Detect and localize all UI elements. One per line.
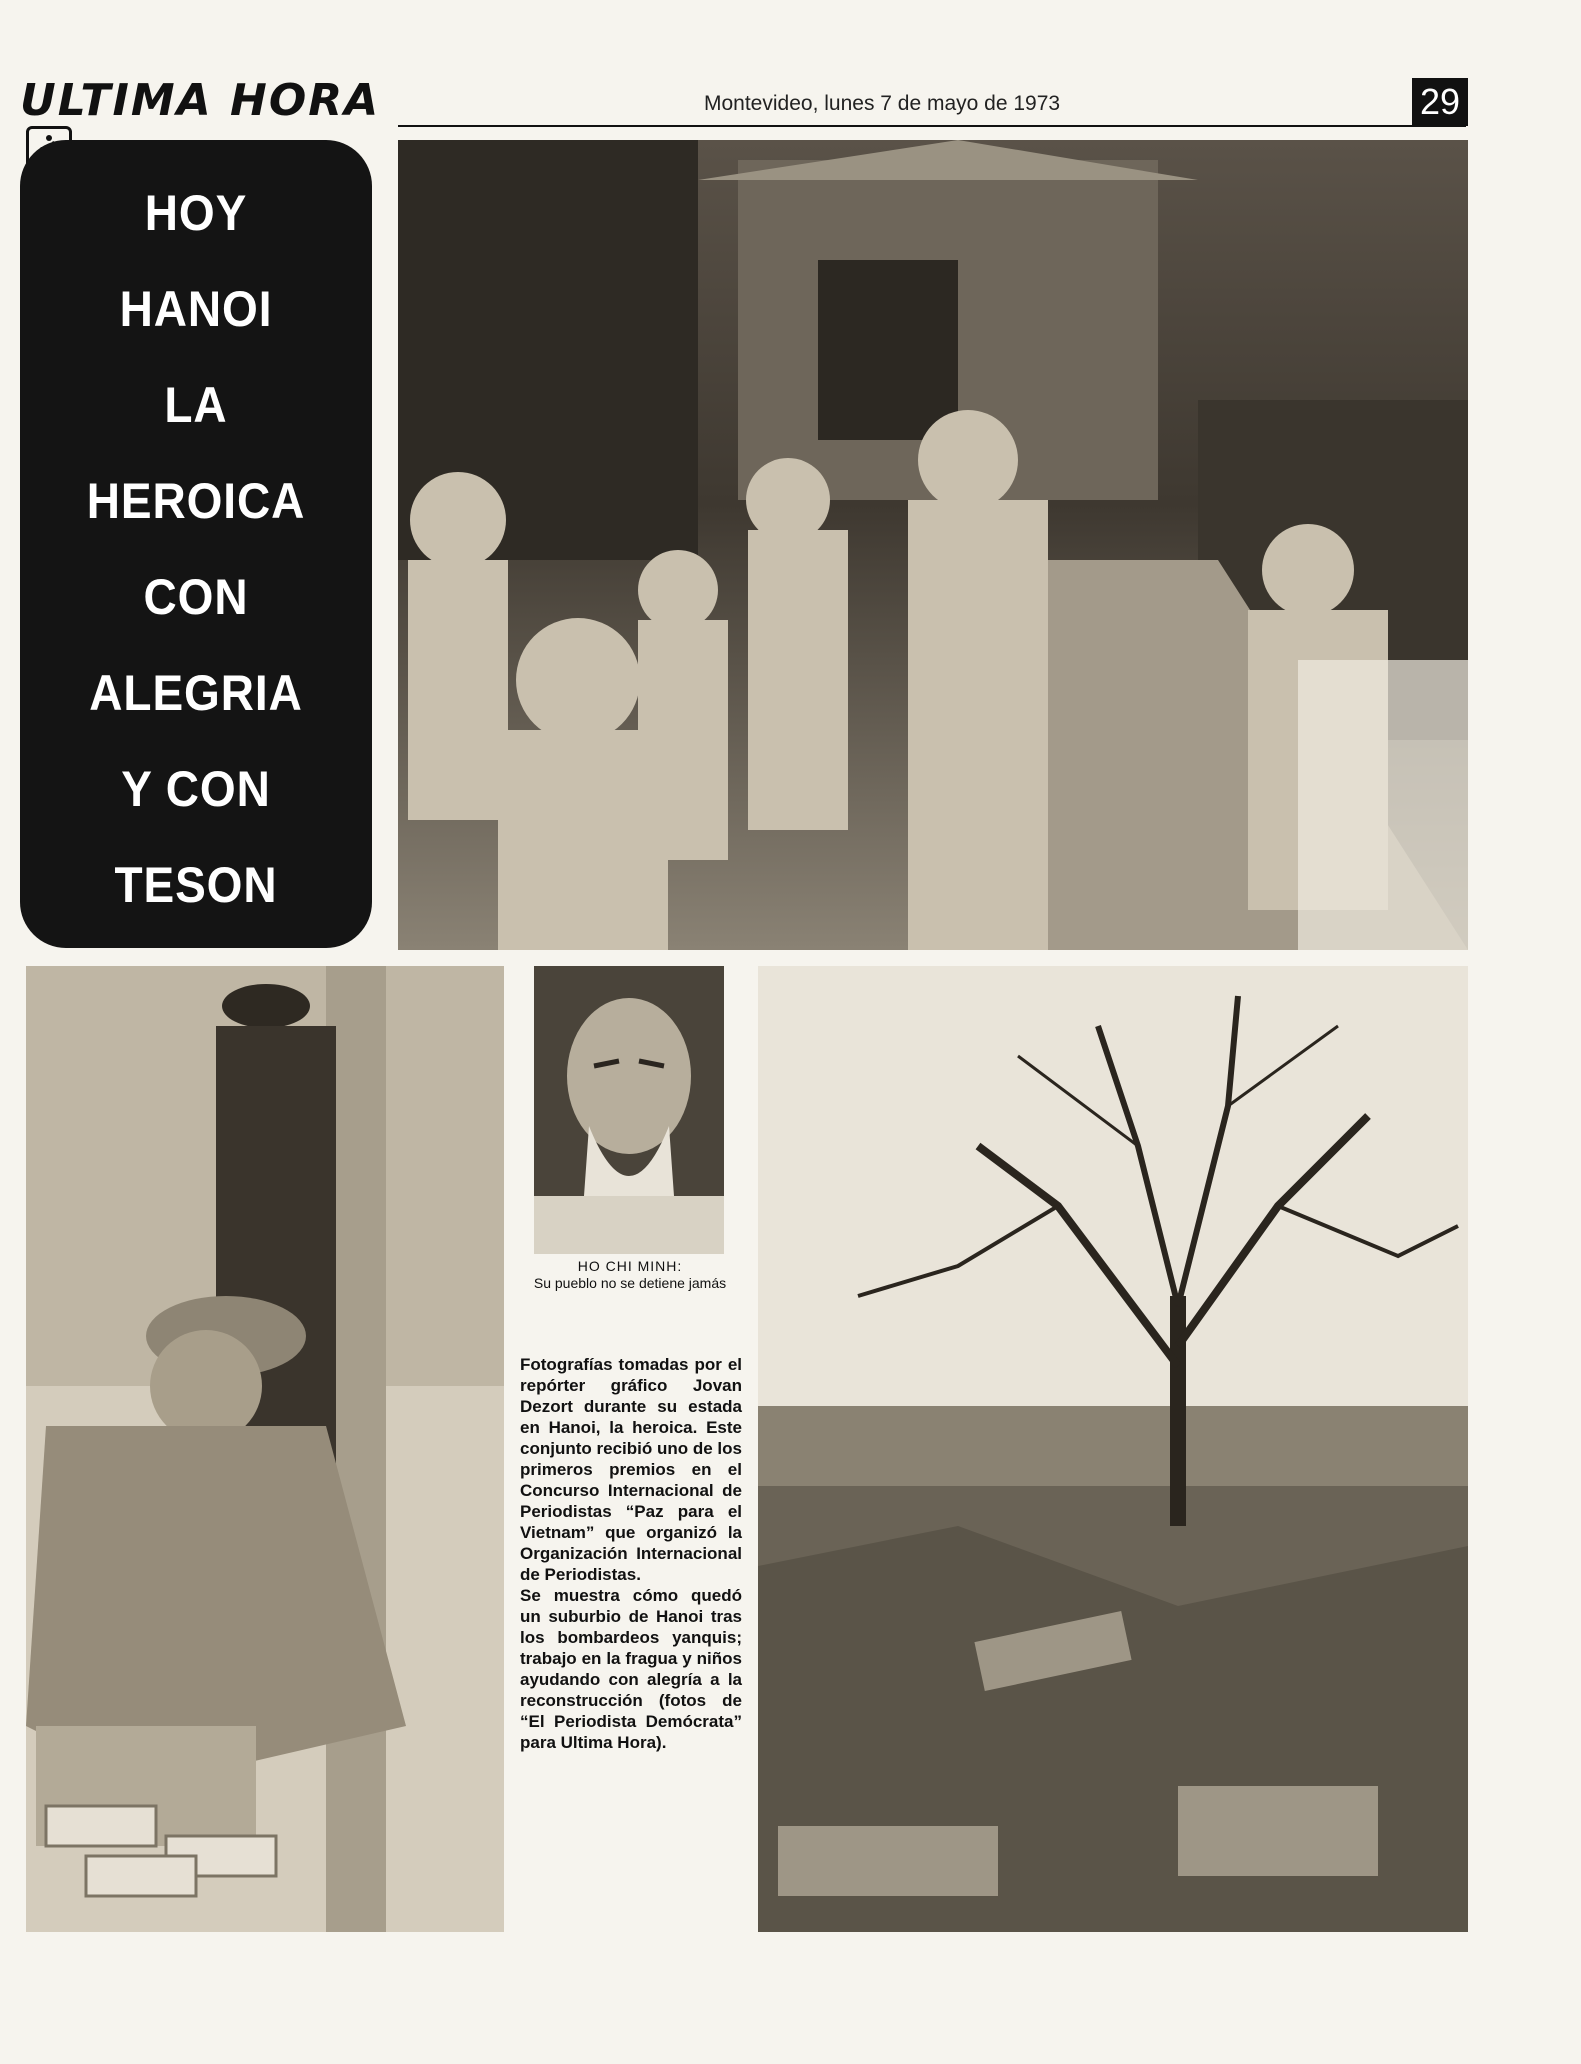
article-text <box>520 1354 742 1753</box>
photo-children-village <box>398 140 1468 950</box>
portrait-caption <box>530 1258 730 1292</box>
issue-date: Montevideo, lunes 7 de mayo de 1973 <box>704 92 1061 115</box>
page-number: 29 <box>1412 78 1468 126</box>
caption-name: HO CHI MINH: <box>577 1258 683 1274</box>
photo-forge-worker <box>26 966 504 1932</box>
headline-panel <box>20 140 372 948</box>
article-paragraph: Se muestra cómo quedó un suburbio de Hanoi tras los bombardeos yanquis; trabajo en la fragua y niños ayudando con alegría a la reconstrucción (fotos de “El Periodista Demócrata” para Ultima Hora). <box>520 1586 742 1752</box>
masthead <box>20 72 400 130</box>
headline-line: HEROICA <box>86 473 306 529</box>
article-paragraph: Fotografías tomadas por el repórter gráfico Jovan Dezort durante su estada en Hanoi, la heroica. Este conjunto recibió uno de los primeros premios en el Concurso Internacional de Periodistas “Paz para el Vietnam” que organizó la Organización Internacional de Periodistas. <box>520 1355 742 1584</box>
photo-bombed-suburb <box>758 966 1468 1932</box>
photo-ho-chi-minh-portrait <box>534 966 724 1254</box>
headline-line: CON <box>143 569 249 625</box>
headline-line: HANOI <box>119 281 273 337</box>
headline-line: TESON <box>114 857 278 913</box>
masthead-logo: ULTIMA HORA <box>20 75 381 126</box>
headline-line: Y CON <box>121 761 271 817</box>
headline-line: ALEGRIA <box>89 665 303 721</box>
caption-subtitle: Su pueblo no se detiene jamás <box>533 1275 727 1291</box>
headline-line: HOY <box>144 185 248 241</box>
headline-line: LA <box>164 377 228 433</box>
masthead-rule <box>398 125 1466 127</box>
